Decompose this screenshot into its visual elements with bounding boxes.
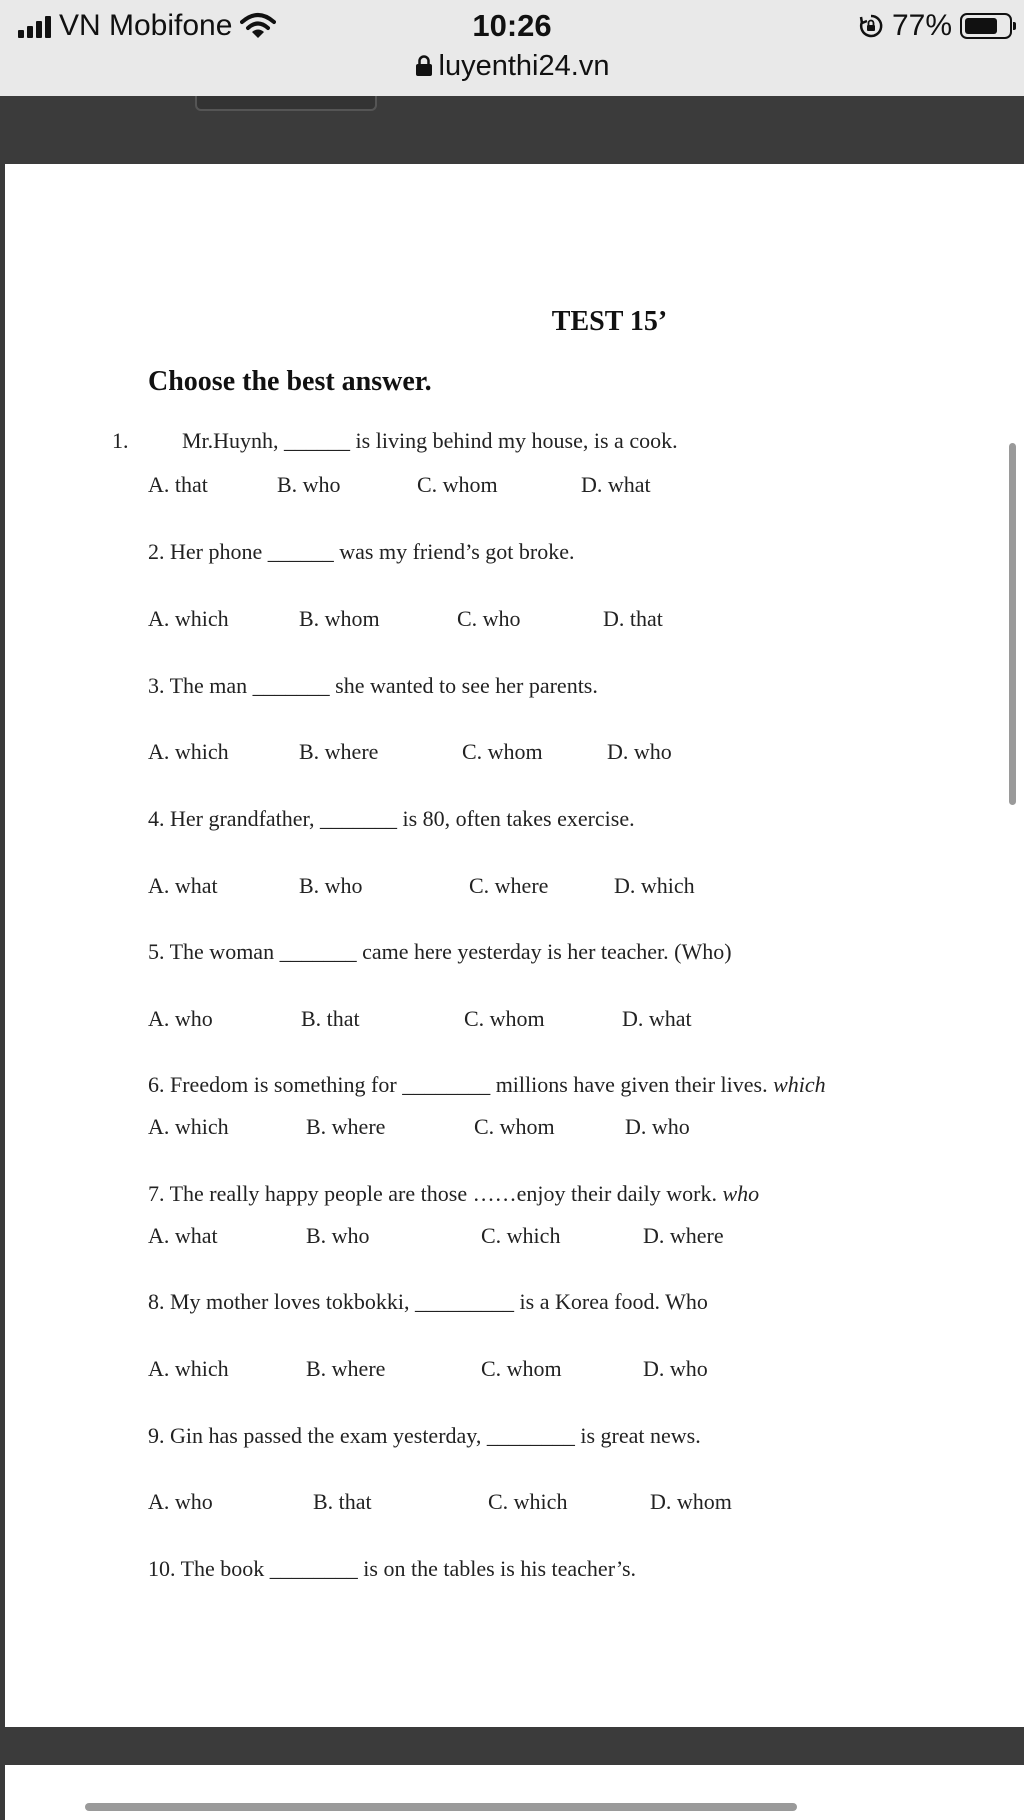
option-b: B. where xyxy=(299,739,379,764)
option-a: A. what xyxy=(148,873,218,898)
option-d: D. where xyxy=(643,1223,724,1248)
option-b: B. who xyxy=(277,472,341,497)
option-a: A. what xyxy=(148,1223,218,1248)
instruction: Choose the best answer. xyxy=(148,366,432,397)
address-bar[interactable] xyxy=(0,48,1024,84)
option-b: B. who xyxy=(299,873,363,898)
option-b: B. who xyxy=(306,1223,370,1248)
option-d: D. which xyxy=(614,873,695,898)
page-separator xyxy=(0,1727,1024,1765)
lock-icon xyxy=(415,55,433,77)
question-text: Mr.Huynh, ______ is living behind my house, is a cook. xyxy=(182,428,678,453)
option-a: A. which xyxy=(148,739,229,764)
option-a: A. who xyxy=(148,1489,213,1514)
question-text: 8. My mother loves tokbokki, _________ is a Korea food. Who xyxy=(148,1289,708,1314)
option-d: D. what xyxy=(622,1006,692,1031)
question-text: 4. Her grandfather, _______ is 80, often takes exercise. xyxy=(148,806,635,831)
question-number: 1. xyxy=(112,428,129,453)
vertical-scrollbar[interactable] xyxy=(1009,443,1016,805)
option-c: C. whom xyxy=(464,1006,545,1031)
question-text xyxy=(148,1072,826,1098)
option-d: D. who xyxy=(607,739,672,764)
option-d: D. that xyxy=(603,606,663,631)
url-text: luyenthi24.vn xyxy=(438,50,610,82)
option-b: B. where xyxy=(306,1114,386,1139)
option-b: B. whom xyxy=(299,606,380,631)
battery-icon xyxy=(960,13,1012,39)
question-text: 3. The man _______ she wanted to see her parents. xyxy=(148,673,598,698)
horizontal-scrollbar[interactable] xyxy=(85,1803,797,1811)
clock: 10:26 xyxy=(472,8,552,43)
question-text: 5. The woman _______ came here yesterday is her teacher. (Who) xyxy=(148,939,732,964)
option-a: A. which xyxy=(148,1356,229,1381)
option-b: B. where xyxy=(306,1356,386,1381)
question-body: 6. Freedom is something for ________ millions have given their lives. xyxy=(148,1072,768,1097)
battery-info xyxy=(858,6,1012,46)
option-a: A. that xyxy=(148,472,208,497)
question-text xyxy=(148,1181,759,1207)
option-d: D. who xyxy=(625,1114,690,1139)
test-title: TEST 15’ xyxy=(551,306,668,337)
next-page xyxy=(5,1765,1024,1820)
carrier-name: VN Mobifone xyxy=(59,9,233,42)
option-a: A. which xyxy=(148,1114,229,1139)
viewer-toolbar xyxy=(0,96,1024,164)
option-d: D. what xyxy=(581,472,651,497)
status-bar xyxy=(0,0,1024,96)
question-body: 7. The really happy people are those ……enjoy their daily work. xyxy=(148,1181,717,1206)
rotation-lock-icon xyxy=(858,13,884,39)
answer-note: which xyxy=(773,1072,826,1097)
option-b: B. that xyxy=(301,1006,360,1031)
option-c: C. where xyxy=(469,873,549,898)
option-c: C. who xyxy=(457,606,521,631)
viewer-tab-handle[interactable] xyxy=(195,96,377,111)
battery-percent: 77% xyxy=(891,9,952,42)
option-c: C. which xyxy=(488,1489,568,1514)
question-text: 10. The book ________ is on the tables is his teacher’s. xyxy=(148,1556,637,1581)
option-c: C. whom xyxy=(417,472,498,497)
option-a: A. which xyxy=(148,606,229,631)
option-c: C. whom xyxy=(462,739,543,764)
question-text: 2. Her phone ______ was my friend’s got broke. xyxy=(148,539,575,564)
answer-note: who xyxy=(722,1181,760,1206)
option-b: B. that xyxy=(313,1489,372,1514)
option-d: D. who xyxy=(643,1356,708,1381)
option-c: C. which xyxy=(481,1223,561,1248)
option-c: C. whom xyxy=(481,1356,562,1381)
option-d: D. whom xyxy=(650,1489,732,1514)
option-c: C. whom xyxy=(474,1114,555,1139)
question-text: 9. Gin has passed the exam yesterday, ________ is great news. xyxy=(148,1423,701,1448)
option-a: A. who xyxy=(148,1006,213,1031)
